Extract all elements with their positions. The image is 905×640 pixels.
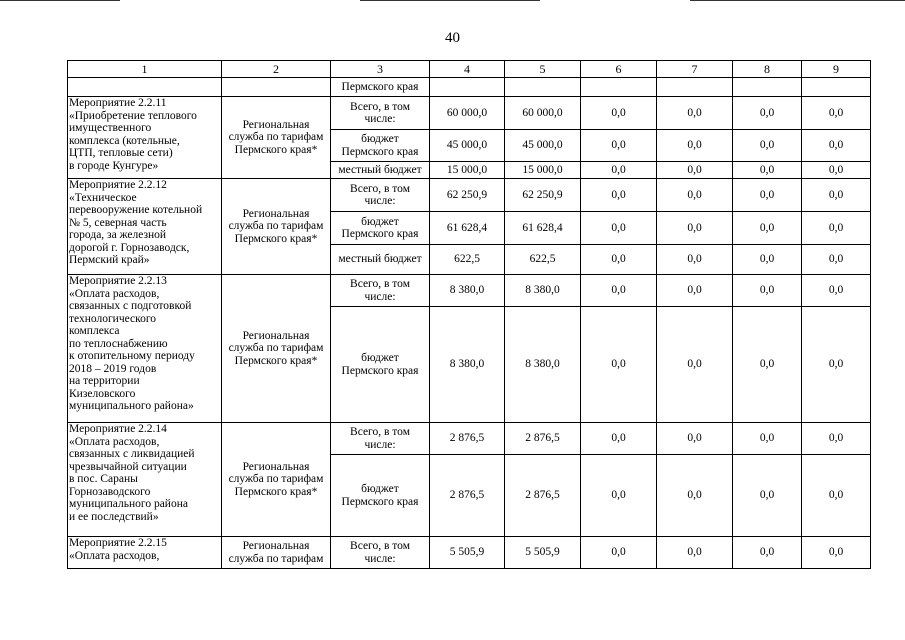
source-cell: местный бюджет bbox=[331, 245, 430, 275]
continued-row bbox=[68, 78, 871, 97]
scan-top-edge bbox=[0, 0, 905, 2]
value-cell: 62 250,9 bbox=[430, 179, 505, 212]
executor-cell: Региональная служба по тарифам Пермского края* bbox=[222, 423, 331, 537]
value-cell: 0,0 bbox=[581, 423, 657, 455]
value-cell: 0,0 bbox=[802, 245, 871, 275]
value-cell: 0,0 bbox=[657, 130, 733, 162]
column-number-9: 9 bbox=[802, 61, 871, 78]
value-cell: 0,0 bbox=[733, 97, 802, 130]
source-cell: бюджет Пермского края bbox=[331, 307, 430, 423]
value-cell: 0,0 bbox=[581, 245, 657, 275]
value-cell: 0,0 bbox=[802, 97, 871, 130]
page-number: 40 bbox=[445, 30, 460, 46]
table-row bbox=[68, 97, 871, 130]
value-cell: 0,0 bbox=[581, 162, 657, 179]
value-cell: 0,0 bbox=[657, 97, 733, 130]
value-cell: 0,0 bbox=[657, 179, 733, 212]
column-number-row bbox=[68, 61, 871, 78]
column-number-7: 7 bbox=[657, 61, 733, 78]
value-cell: 0,0 bbox=[581, 307, 657, 423]
event-title: Мероприятие 2.2.11 «Приобретение теплового имущественного комплекса (котельные, ЦТП, тепловые сети) в городе Кунгуре» bbox=[68, 97, 222, 179]
value-cell: 0,0 bbox=[802, 423, 871, 455]
source-cell: бюджет Пермского края bbox=[331, 212, 430, 245]
event-title: Мероприятие 2.2.15 «Оплата расходов, bbox=[68, 537, 222, 569]
value-cell: 60 000,0 bbox=[430, 97, 505, 130]
value-cell: 0,0 bbox=[581, 455, 657, 537]
value-cell: 2 876,5 bbox=[505, 455, 581, 537]
value-cell: 0,0 bbox=[802, 212, 871, 245]
value-cell: 60 000,0 bbox=[505, 97, 581, 130]
column-number-8: 8 bbox=[733, 61, 802, 78]
value-cell: 0,0 bbox=[657, 455, 733, 537]
event-title: Мероприятие 2.2.13 «Оплата расходов, связанных с подготовкой технологического комплекса по теплоснабжению к отопительному периоду 2018 – 2019 годов на территории Кизеловского муниципального района» bbox=[68, 275, 222, 423]
value-cell: 8 380,0 bbox=[505, 307, 581, 423]
value-cell: 622,5 bbox=[505, 245, 581, 275]
value-cell: 0,0 bbox=[802, 275, 871, 307]
value-cell: 2 876,5 bbox=[430, 455, 505, 537]
column-number-2: 2 bbox=[222, 61, 331, 78]
value-cell: 0,0 bbox=[733, 179, 802, 212]
value-cell: 61 628,4 bbox=[430, 212, 505, 245]
value-cell: 0,0 bbox=[802, 455, 871, 537]
column-number-3: 3 bbox=[331, 61, 430, 78]
value-cell: 0,0 bbox=[657, 423, 733, 455]
column-number-5: 5 bbox=[505, 61, 581, 78]
source-cell: бюджет Пермского края bbox=[331, 130, 430, 162]
value-cell: 2 876,5 bbox=[505, 423, 581, 455]
value-cell: 0,0 bbox=[657, 537, 733, 569]
value-cell: 0,0 bbox=[581, 130, 657, 162]
value-cell: 0,0 bbox=[733, 162, 802, 179]
source-cell: Всего, в том числе: bbox=[331, 179, 430, 212]
column-number-1: 1 bbox=[68, 61, 222, 78]
value-cell: 15 000,0 bbox=[505, 162, 581, 179]
value-cell: 0,0 bbox=[581, 97, 657, 130]
value-cell: 0,0 bbox=[733, 423, 802, 455]
table-row bbox=[68, 179, 871, 212]
event-title: Мероприятие 2.2.14 «Оплата расходов, связанных с ликвидацией чрезвычайной ситуации в пос. Сараны Горнозаводского муниципального района и ее последствий» bbox=[68, 423, 222, 537]
value-cell: 8 380,0 bbox=[505, 275, 581, 307]
event-title: Мероприятие 2.2.12 «Техническое перевооружение котельной № 5, северная часть города, за железной дорогой г. Горнозаводск, Пермский край» bbox=[68, 179, 222, 275]
value-cell: 8 380,0 bbox=[430, 307, 505, 423]
value-cell: 0,0 bbox=[802, 130, 871, 162]
source-cell: Всего, в том числе: bbox=[331, 537, 430, 569]
source-cell: Всего, в том числе: bbox=[331, 275, 430, 307]
executor-cell: Региональная служба по тарифам Пермского края* bbox=[222, 275, 331, 423]
value-cell: 0,0 bbox=[657, 307, 733, 423]
budget-table bbox=[67, 60, 871, 569]
value-cell: 0,0 bbox=[581, 179, 657, 212]
value-cell: 2 876,5 bbox=[430, 423, 505, 455]
source-cell: бюджет Пермского края bbox=[331, 455, 430, 537]
value-cell: 0,0 bbox=[733, 130, 802, 162]
value-cell: 0,0 bbox=[802, 179, 871, 212]
value-cell: 0,0 bbox=[733, 275, 802, 307]
value-cell: 8 380,0 bbox=[430, 275, 505, 307]
value-cell: 0,0 bbox=[657, 212, 733, 245]
executor-cell: Региональная служба по тарифам Пермского края* bbox=[222, 97, 331, 179]
column-number-4: 4 bbox=[430, 61, 505, 78]
value-cell: 0,0 bbox=[733, 307, 802, 423]
value-cell: 0,0 bbox=[581, 275, 657, 307]
source-cell: Всего, в том числе: bbox=[331, 97, 430, 130]
table-row bbox=[68, 537, 871, 569]
value-cell: 0,0 bbox=[802, 162, 871, 179]
value-cell: 0,0 bbox=[733, 455, 802, 537]
value-cell: 5 505,9 bbox=[505, 537, 581, 569]
value-cell: 5 505,9 bbox=[430, 537, 505, 569]
source-cell: Пермского края bbox=[331, 78, 430, 97]
executor-cell: Региональная служба по тарифам Пермского края* bbox=[222, 179, 331, 275]
table-row bbox=[68, 275, 871, 307]
column-number-6: 6 bbox=[581, 61, 657, 78]
executor-cell: Региональная служба по тарифам bbox=[222, 537, 331, 569]
value-cell: 622,5 bbox=[430, 245, 505, 275]
value-cell: 0,0 bbox=[733, 212, 802, 245]
value-cell: 0,0 bbox=[733, 245, 802, 275]
value-cell: 0,0 bbox=[802, 537, 871, 569]
value-cell: 62 250,9 bbox=[505, 179, 581, 212]
value-cell: 45 000,0 bbox=[505, 130, 581, 162]
value-cell: 61 628,4 bbox=[505, 212, 581, 245]
value-cell: 0,0 bbox=[657, 162, 733, 179]
value-cell: 0,0 bbox=[581, 537, 657, 569]
value-cell: 15 000,0 bbox=[430, 162, 505, 179]
source-cell: местный бюджет bbox=[331, 162, 430, 179]
source-cell: Всего, в том числе: bbox=[331, 423, 430, 455]
table-row bbox=[68, 423, 871, 455]
value-cell: 0,0 bbox=[657, 245, 733, 275]
value-cell: 0,0 bbox=[581, 212, 657, 245]
value-cell: 45 000,0 bbox=[430, 130, 505, 162]
value-cell: 0,0 bbox=[802, 307, 871, 423]
value-cell: 0,0 bbox=[733, 537, 802, 569]
value-cell: 0,0 bbox=[657, 275, 733, 307]
